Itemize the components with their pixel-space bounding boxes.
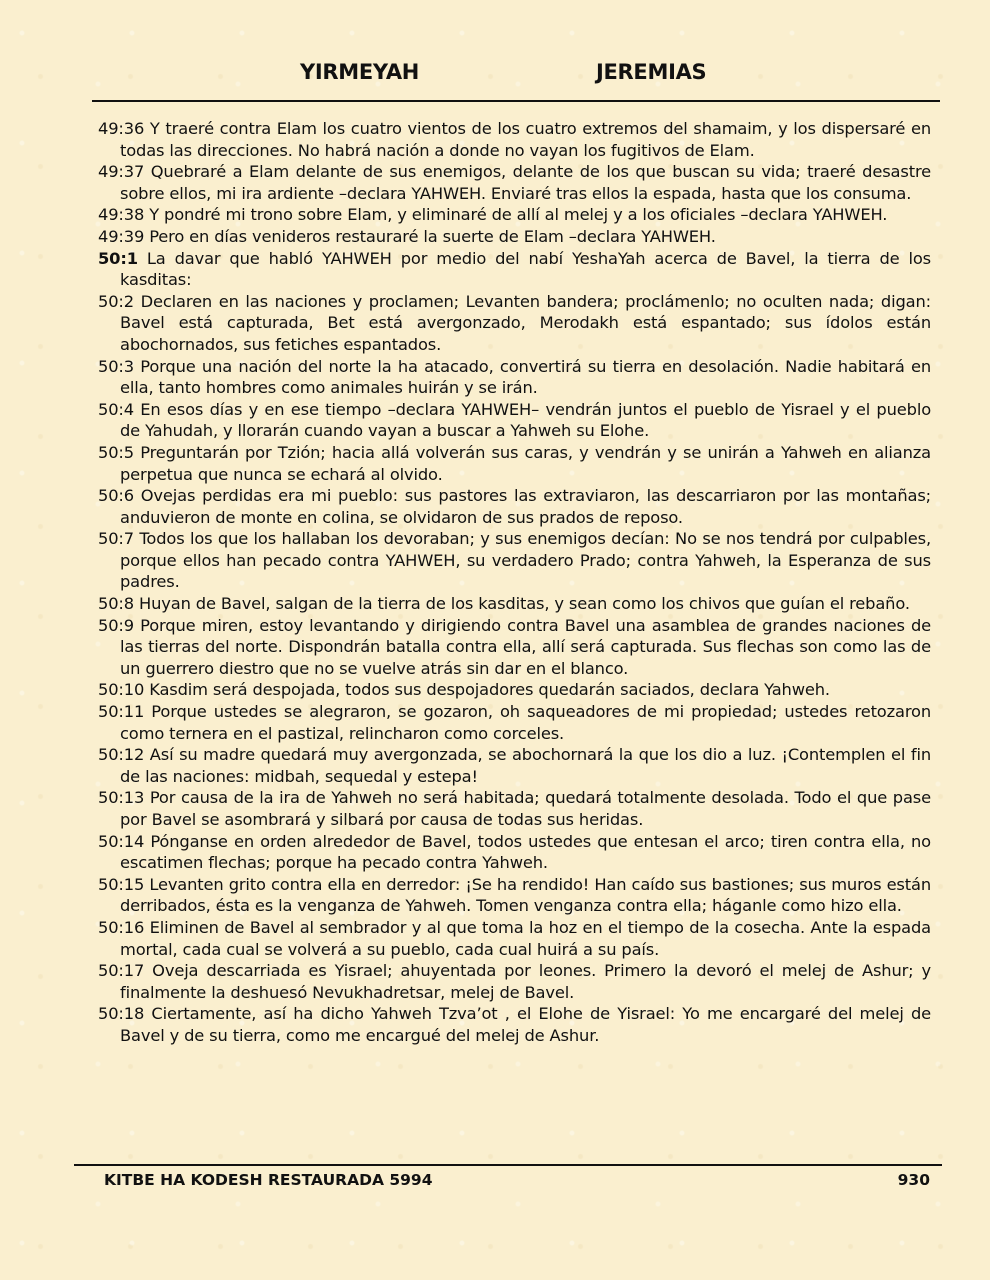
verse-text: Así su madre quedará muy avergonzada, se abochornará la que los dio a luz. ¡Contemplen el fin de las naciones: midbah, sequedal y estepa!	[120, 745, 932, 786]
verse	[98, 615, 931, 680]
verse-ref: 50:2	[98, 291, 134, 311]
verse-text: Porque miren, estoy levantando y dirigiendo contra Bavel una asamblea de grandes naciones de las tierras del norte. Dispondrán batalla contra ella, allí será capturada. Sus flechas son como las de un guerrero diestro que no se vuelve atrás sin dar en el blanco.	[120, 615, 931, 678]
verse-text: Porque ustedes se alegraron, se gozaron, oh saqueadores de mi propiedad; ustedes retozaron como ternera en el pastizal, relincharon como corceles.	[120, 702, 931, 743]
verse	[98, 118, 931, 161]
scripture-text	[98, 118, 931, 1047]
verse-ref: 49:36	[98, 119, 145, 138]
verse-ref: 50:10	[98, 680, 145, 700]
verse-ref: 50:14	[98, 831, 145, 851]
verse-text: Y traeré contra Elam los cuatro vientos de los cuatro extremos del shamaim, y los dispersaré en todas las direcciones. No habrá nación a donde no vayan los fugitivos de Elam.	[120, 119, 931, 160]
verse-ref: 50:16	[98, 917, 145, 937]
verse-text: Y pondré mi trono sobre Elam, y eliminaré de allí al melej y a los oficiales –declara YAHWEH.	[149, 205, 888, 225]
verse-text: Levanten grito contra ella en derredor: ¡Se ha rendido! Han caído sus bastiones; sus muros están derribados, ésta es la venganza de Yahweh. Tomen venganza contra ella; háganle como hizo ella.	[120, 874, 931, 916]
verse	[98, 356, 931, 399]
verse-text: Todos los que los hallaban los devoraban; y sus enemigos decían: No se nos tendrá por culpables, porque ellos han pecado contra YAHWEH, su verdadero Prado; contra Yahweh, la Esperanza de sus padres.	[120, 529, 931, 592]
verse-ref: 50:3	[98, 356, 134, 376]
verse	[98, 528, 931, 593]
verse-text: Preguntarán por Tzión; hacia allá volverán sus caras, y vendrán y se unirán a Yahweh en alianza perpetua que nunca se echará al olvido.	[120, 442, 931, 484]
verse	[98, 291, 931, 356]
footer-title: KITBE HA KODESH RESTAURADA 5994	[104, 1171, 433, 1189]
verse-ref: 50:15	[98, 874, 145, 894]
verse	[98, 204, 931, 226]
verse-text: Por causa de la ira de Yahweh no será habitada; quedará totalmente desolada. Todo el que pase por Bavel se asombrará y silbará por causa de todas sus heridas.	[120, 788, 932, 829]
verse	[98, 593, 931, 615]
verse-ref: 50:6	[98, 486, 134, 506]
header-book-hebrew: YIRMEYAH	[300, 60, 420, 84]
verse	[98, 874, 931, 917]
verse-text: Pero en días venideros restauraré la suerte de Elam –declara YAHWEH.	[149, 226, 716, 246]
verse-ref: 50:4	[98, 399, 134, 419]
verse	[98, 161, 931, 204]
verse-text: Huyan de Bavel, salgan de la tierra de los kasditas, y sean como los chivos que guían el rebaño.	[139, 594, 910, 614]
header-rule	[92, 100, 940, 102]
footer-rule	[74, 1164, 942, 1166]
header-book-spanish: JEREMIAS	[596, 60, 707, 84]
verse-text: Quebraré a Elam delante de sus enemigos, delante de los que buscan su vida; traeré desastre sobre ellos, mi ira ardiente –declara YAHWEH. Enviaré tras ellos la espada, hasta que los consuma.	[120, 162, 932, 203]
verse-ref: 49:39	[98, 226, 145, 246]
verse-ref: 49:37	[98, 162, 145, 182]
verse-ref: 50:11	[98, 702, 145, 722]
verse	[98, 960, 931, 1003]
verse-text: La davar que habló YAHWEH por medio del nabí YeshaYah acerca de Bavel, la tierra de los kasditas:	[120, 248, 931, 290]
verse	[98, 399, 931, 442]
verse-text: En esos días y en ese tiempo –declara YAHWEH– vendrán juntos el pueblo de Yisrael y el pueblo de Yahudah, y llorarán cuando vayan a buscar a Yahweh su Elohe.	[120, 399, 932, 441]
verse	[98, 442, 931, 485]
verse	[98, 679, 931, 701]
verse-ref: 50:18	[98, 1004, 145, 1024]
verse-ref: 50:7	[98, 529, 134, 549]
verse-text: Ciertamente, así ha dicho Yahweh Tzva’ot , el Elohe de Yisrael: Yo me encargaré del melej de Bavel y de su tierra, como me encargué del melej de Ashur.	[120, 1004, 932, 1045]
verse	[98, 917, 931, 960]
chapter-start-ref: 50:1	[98, 248, 138, 268]
verse-ref: 50:13	[98, 788, 145, 808]
verse-text: Declaren en las naciones y proclamen; Levanten bandera; proclámenlo; no oculten nada; digan: Bavel está capturada, Bet está avergonzado, Merodakh está espantado; sus ídolos están abochornados, sus fetiches espantados.	[120, 291, 931, 354]
verse-text: Porque una nación del norte la ha atacado, convertirá su tierra en desolación. Nadie habitará en ella, tanto hombres como animales huirán y se irán.	[120, 356, 931, 398]
verse-ref: 50:17	[98, 961, 145, 981]
verse-text: Eliminen de Bavel al sembrador y al que toma la hoz en el tiempo de la cosecha. Ante la espada mortal, cada cual se volverá a su pueblo, cada cual huirá a su país.	[120, 917, 931, 959]
verse	[98, 831, 931, 874]
page-number: 930	[897, 1171, 930, 1189]
verse	[98, 226, 931, 248]
verse-ref: 50:8	[98, 594, 134, 614]
verse-ref: 50:9	[98, 615, 134, 635]
verse-ref: 50:12	[98, 745, 145, 765]
verse	[98, 1003, 931, 1046]
verse-text: Kasdim será despojada, todos sus despojadores quedarán saciados, declara Yahweh.	[149, 680, 830, 700]
verse-text: Pónganse en orden alrededor de Bavel, todos ustedes que entesan el arco; tiren contra ella, no escatimen flechas; porque ha pecado contra Yahweh.	[120, 831, 931, 873]
verse-text: Ovejas perdidas era mi pueblo: sus pastores las extraviaron, las descarriaron por las montañas; anduvieron de monte en colina, se olvidaron de sus prados de reposo.	[120, 486, 931, 527]
verse-ref: 50:5	[98, 442, 134, 462]
verse	[98, 787, 931, 830]
verse-text: Oveja descarriada es Yisrael; ahuyentada por leones. Primero la devoró el melej de Ashur; y finalmente la deshuesó Nevukhadretsar, melej de Bavel.	[120, 961, 931, 1002]
verse	[98, 744, 931, 787]
verse-ref: 49:38	[98, 205, 145, 225]
verse	[98, 485, 931, 528]
verse	[98, 701, 931, 744]
verse	[98, 248, 931, 291]
